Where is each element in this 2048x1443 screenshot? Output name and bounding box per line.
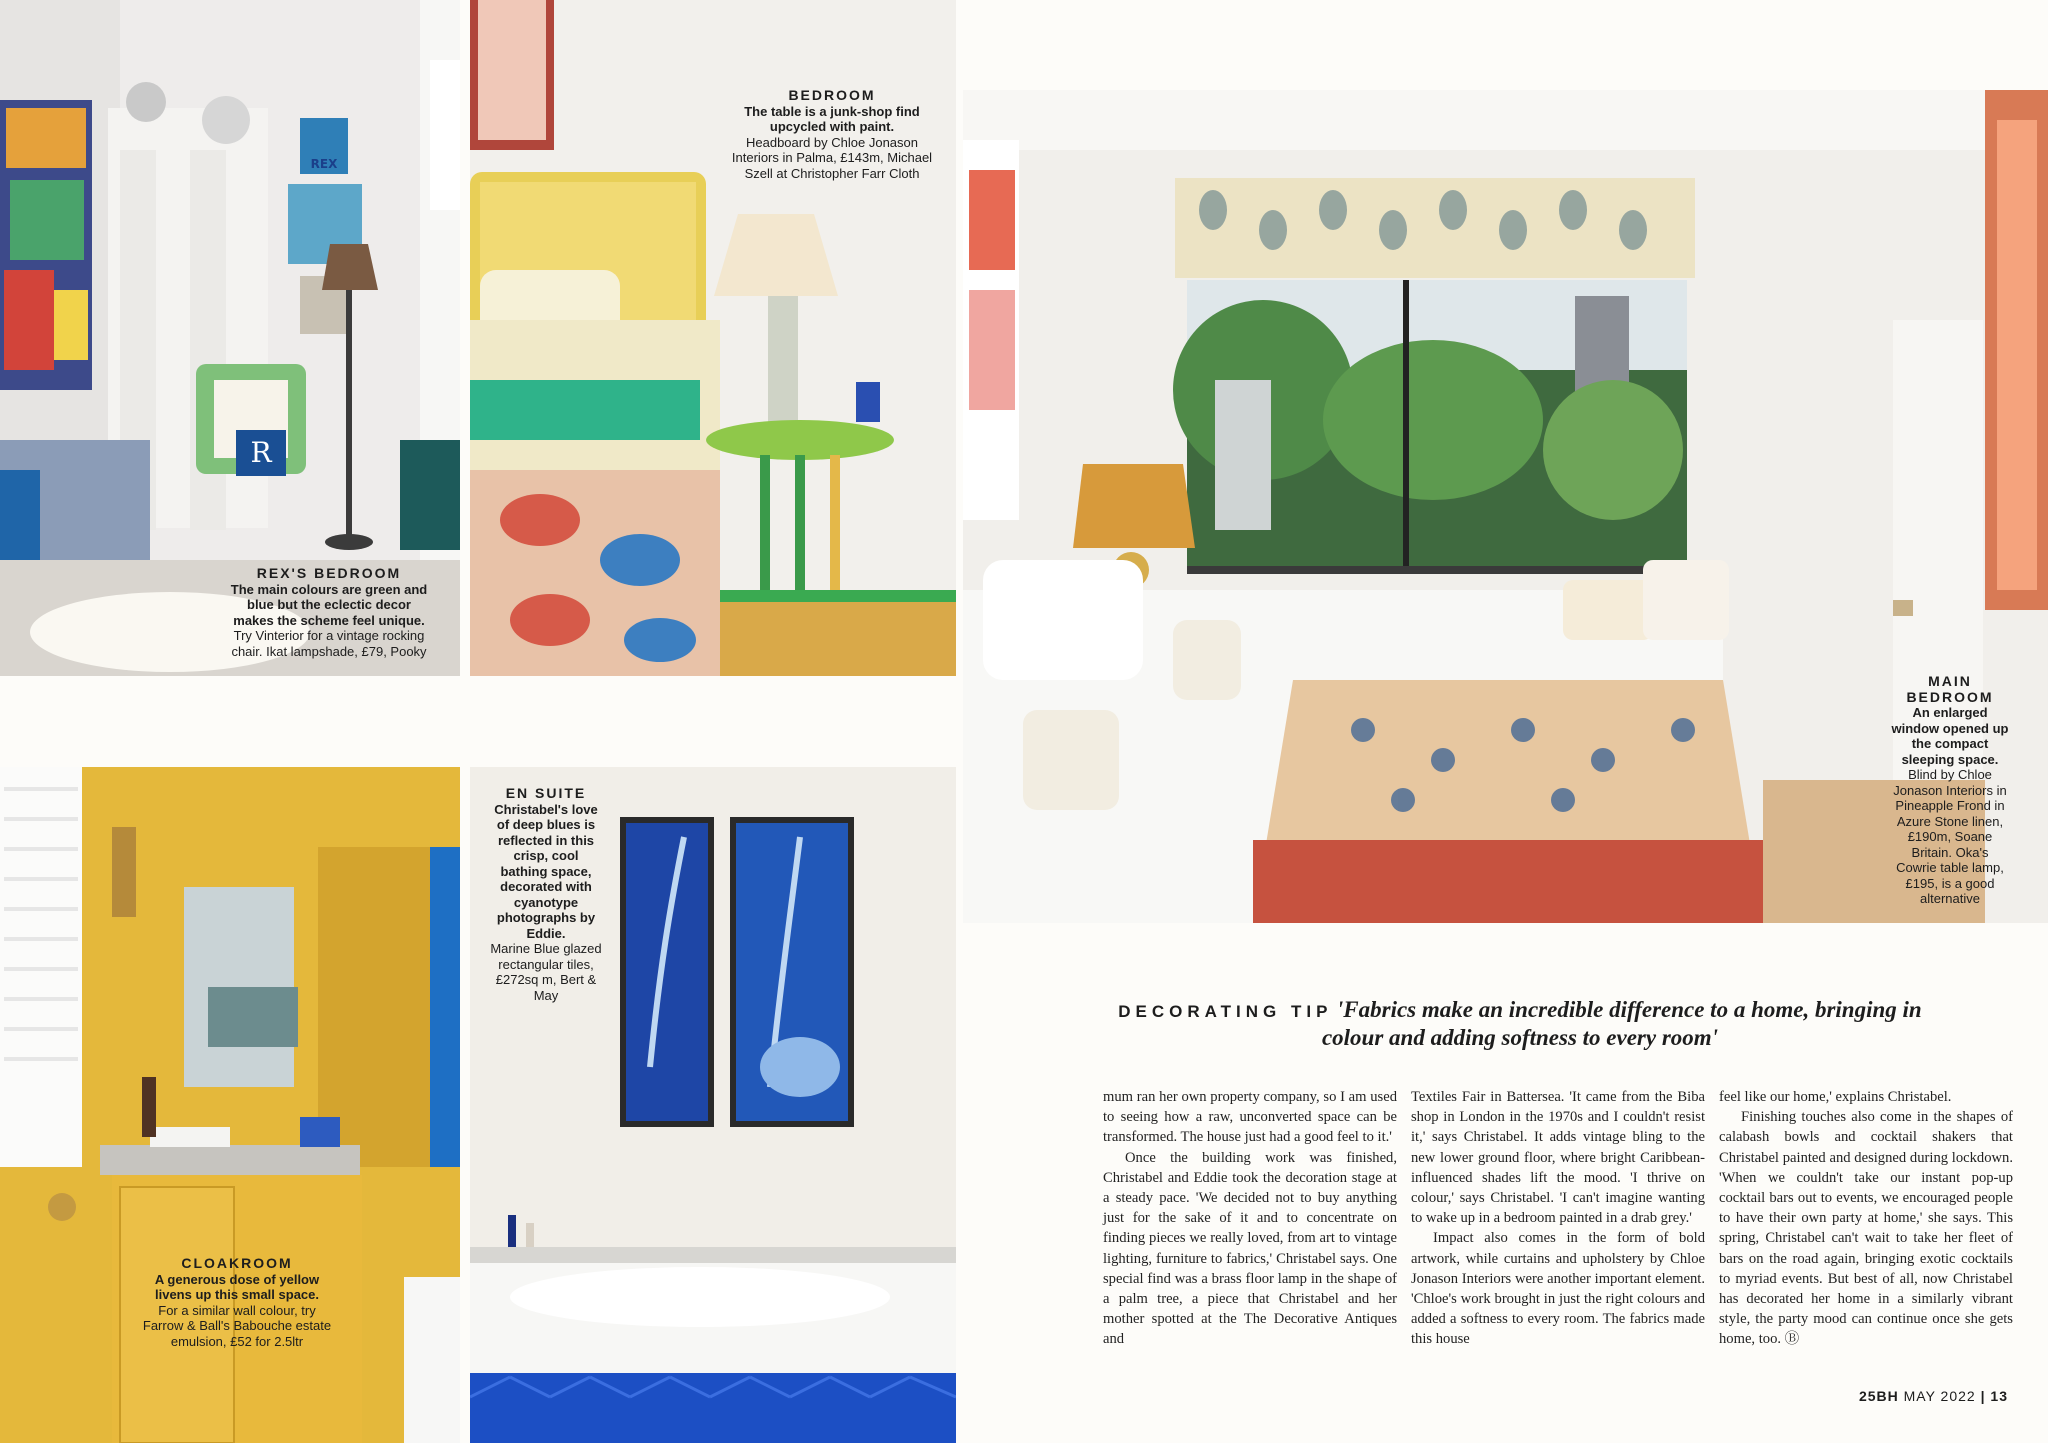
caption-bold: An enlarged window opened up the compact sleeping space. (1891, 705, 2009, 767)
caption-bold: Christabel's love of deep blues is reflected in this crisp, cool bathing space, decorated with cyanotype photographs by Eddie. (494, 801, 598, 941)
article-column-1 (1103, 1087, 1397, 1350)
caption-heading: REX'S BEDROOM (256, 565, 402, 581)
paragraph: mum ran her own property company, so I am used to seeing how a raw, unconverted space can be transformed. The house just had a good feel to it.' (1103, 1089, 1397, 1146)
caption-body: Try Vinterior for a vintage rocking chair. Ikat lampshade, £79, Pooky (231, 628, 427, 659)
decorating-tip (1090, 996, 1950, 1052)
photo-main-bedroom (963, 90, 2048, 923)
caption-heading: EN SUITE (505, 785, 587, 801)
caption-bold: The main colours are green and blue but the eclectic decor makes the scheme feel unique. (230, 581, 428, 628)
caption-bedroom (730, 88, 934, 181)
page-number: 13 (1990, 1388, 2008, 1404)
paragraph: Finishing touches also come in the shapes of calabash bowls and cocktail shakers that Christabel painted and designed during lockdown. 'When we couldn't take our instant pop-up cocktail bars out to events, we encouraged people to have their own party at home,' she says. This spring, Christabel can't wait to take her fleet of bars on the road again, bringing exotic cocktails to myriad events. But best of all, now Christabel has decorated her home in a similarly vibrant style, the party mood can continue once she gets home, too. Ⓑ (1719, 1109, 2013, 1348)
caption-body: Marine Blue glazed rectangular tiles, £272sq m, Bert & May (490, 941, 602, 1003)
page-folio (1859, 1388, 2008, 1404)
paragraph: Once the building work was finished, Christabel and Eddie took the decoration stage at a steady pace. 'We decided not to buy anything just for the sake of it and to concentrate on finding pieces we really loved, from art to vintage lighting, furniture to fabrics,' Christabel says. One special find was a brass floor lamp in the shape of a palm tree, a piece that Christabel and her mother spotted at the The Decorative Antiques and (1103, 1149, 1397, 1348)
caption-bold: The table is a junk-shop find upcycled with paint. (744, 103, 920, 134)
caption-heading: MAIN BEDROOM (1906, 673, 1994, 705)
cushion-letter: R (250, 436, 272, 469)
paragraph: feel like our home,' explains Christabel. (1719, 1089, 1952, 1105)
tip-label: DECORATING TIP (1118, 1002, 1333, 1021)
caption-body: Blind by Chloe Jonason Interiors in Pineapple Frond in Azure Stone linen, £190m, Soane Britain. Oka's Cowrie table lamp, £195, is a good alternative (1893, 767, 2007, 906)
caption-cloakroom (140, 1256, 334, 1349)
art-label: REX (310, 157, 338, 171)
caption-body: Headboard by Chloe Jonason Interiors in Palma, £143m, Michael Szell at Christopher Farr Cloth (731, 134, 933, 181)
article-column-2 (1411, 1087, 1705, 1350)
paragraph: Impact also comes in the form of bold artwork, while curtains and upholstery by Chloe Jonason Interiors were another important element. 'Chloe's work brought in just the right colours and added a softness to every room. The fabrics made this house (1411, 1230, 1705, 1348)
caption-main-bedroom (1890, 674, 2010, 907)
caption-heading: CLOAKROOM (181, 1255, 293, 1271)
caption-bold: A generous dose of yellow livens up this small space. (154, 1271, 320, 1302)
folio-separator: | (1980, 1388, 1986, 1404)
folio-issue: MAY 2022 (1903, 1388, 1976, 1404)
article-column-3 (1719, 1087, 2013, 1350)
caption-heading: BEDROOM (788, 87, 876, 103)
caption-body: For a similar wall colour, try Farrow & Ball's Babouche estate emulsion, £52 for 2.5ltr (142, 1302, 332, 1349)
caption-en-suite (490, 786, 602, 1003)
folio-brand: 25BH (1858, 1388, 1899, 1404)
tip-quote: 'Fabrics make an incredible difference to a home, bringing in colour and adding softness to every room' (1321, 997, 1922, 1050)
paragraph: Textiles Fair in Battersea. 'It came from the Biba shop in London in the 1970s and I couldn't resist it,' says Christabel. It adds vintage bling to the new lower ground floor, where bright Caribbean-influenced shades lift the mood. 'I thrive on colour,' says Christabel. 'I can't imagine wanting to wake up in a bedroom painted in a drab grey.' (1411, 1089, 1705, 1227)
caption-rex-bedroom (228, 566, 430, 659)
